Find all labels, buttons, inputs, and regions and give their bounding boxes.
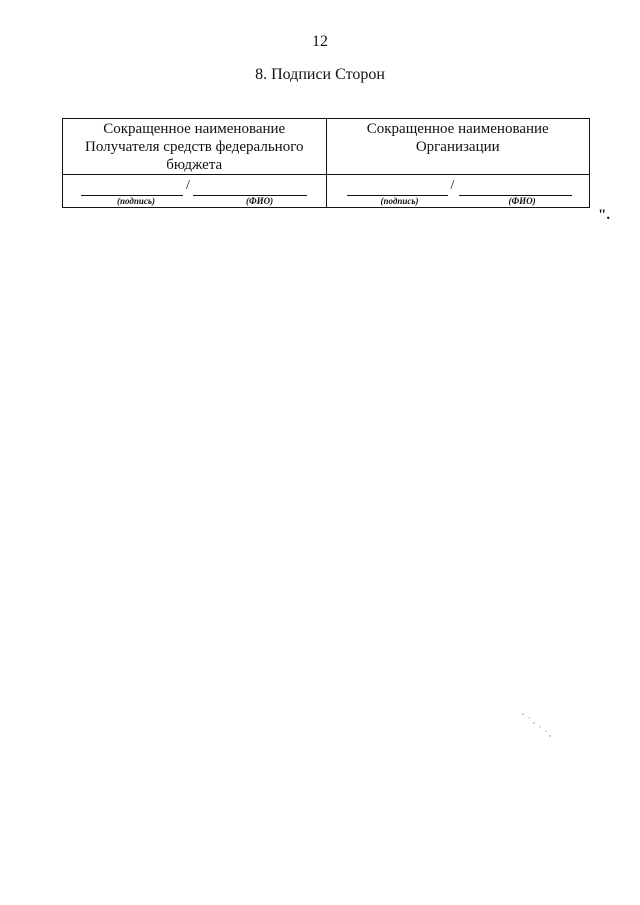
signatures-table [62, 118, 590, 208]
section-title: 8. Подписи Сторон [255, 66, 385, 83]
signature-row [63, 175, 590, 208]
recipient-fio-caption: (ФИО) [246, 196, 274, 206]
recipient-name-line-2: Получателя средств федерального [85, 139, 304, 155]
organization-signature-block [326, 175, 590, 208]
organization-name-line-1: Сокращенное наименование [366, 121, 549, 137]
organization-signature-caption: (подпись) [380, 196, 419, 206]
scan-specks [520, 712, 560, 742]
recipient-name-line-3: бюджета [166, 157, 223, 173]
recipient-signature-caption: (подпись) [117, 196, 155, 206]
page-number: 12 [312, 33, 328, 50]
recipient-party-name [63, 119, 327, 175]
organization-party-name [326, 119, 590, 175]
recipient-signature-block [63, 175, 327, 208]
organization-slash: / [450, 178, 455, 193]
recipient-slash: / [186, 178, 190, 193]
closing-quote-mark: ". [598, 207, 611, 223]
recipient-name-line-1: Сокращенное наименование [103, 121, 286, 137]
organization-fio-caption: (ФИО) [508, 196, 536, 206]
party-names-row [63, 119, 590, 175]
organization-name-line-2: Организации [415, 139, 500, 155]
